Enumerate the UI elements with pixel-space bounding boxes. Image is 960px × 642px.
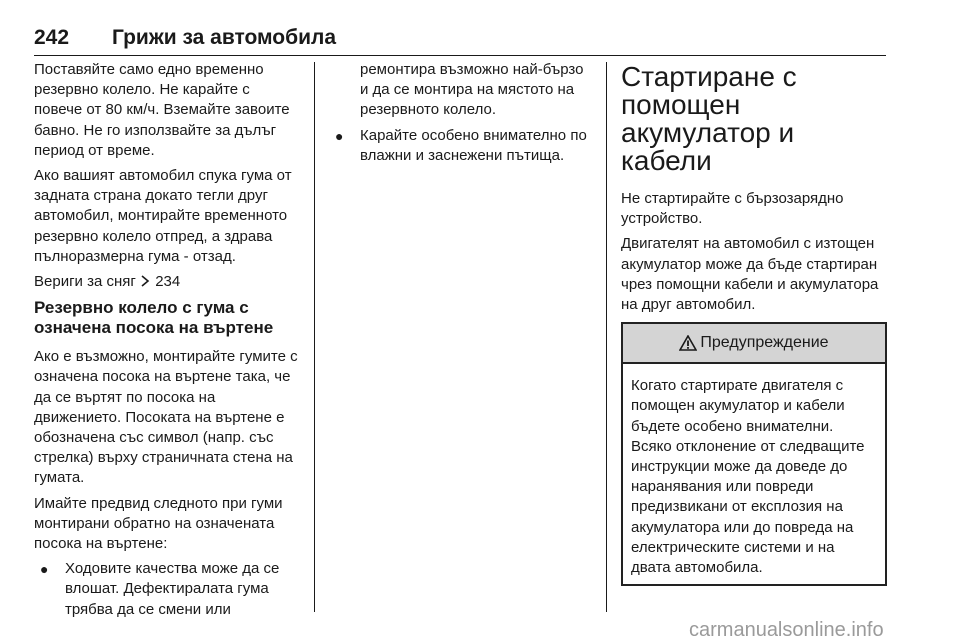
- list-item: [331, 126, 593, 166]
- page-header: [34, 20, 886, 56]
- page-number: 242: [34, 26, 70, 49]
- paragraph-rear-flat-tyre: Ако вашият автомобил спука гума от задната страна докато тегли друг автомобил, монтирайте временното резервно колело отпред, а здрава пълноразмерна гума - отзад.: [34, 167, 292, 265]
- bullet-continuation: ремонтира възможно най-бързо и да се монтира на мястото на резервното колело.: [360, 61, 584, 119]
- snow-chains-text: Вериги за сняг: [34, 273, 136, 291]
- bullet-list: [34, 559, 300, 620]
- warning-header: [623, 324, 885, 364]
- paragraph-spare-wheel-limits: Поставяйте само едно временно резервно колело. Не карайте с повече от 80 км/ч. Вземайте завоите бавно. Не го използвайте за дълъг период от време.: [34, 61, 290, 159]
- paragraph-directional-mounting: Ако е възможно, монтирайте гумите с означена посока на въртене така, че да се въртят по посока на движението. Посоката на въртене е обозначена със символ (напр. със стрелка) върху страничната стена на гумата.: [34, 348, 298, 487]
- column-3: [621, 60, 887, 586]
- section-heading-directional-tyres: Резервно колело с гума с означена посока на въртене: [34, 298, 274, 338]
- column-divider-2: [606, 62, 607, 612]
- warning-body: Когато стартирате двигателя с помощен акумулатор и кабели бъдете особено внимателни. Всяко отклонение от следващите инструкции може да доведе до наранявания или повреди предизвикани от експлозия на акумулатора или до повреда на електрическите системи и на двата автомобила.: [631, 377, 865, 577]
- warning-box: [621, 322, 887, 586]
- list-item: [34, 559, 300, 620]
- arrow-reference-icon: [140, 273, 155, 290]
- snow-chains-reference[interactable]: [34, 272, 300, 292]
- page-title: Грижи за автомобила: [112, 26, 337, 49]
- warning-triangle-icon: [679, 335, 697, 351]
- paragraph-jump-start-info: Двигателят на автомобил с изтощен акумулатор може да бъде стартиран чрез помощни кабели и акумулатора на друг автомобил.: [621, 235, 879, 314]
- column-1: [34, 60, 300, 624]
- header-divider: [34, 55, 886, 56]
- section-heading-jump-start: Стартиране с помощен акумулатор и кабели: [621, 61, 797, 176]
- paragraph-no-fast-charger: Не стартирайте с бързозарядно устройство.: [621, 190, 844, 228]
- bullet-list: [331, 126, 593, 166]
- bullet-text: Карайте особено внимателно по влажни и заснежени пътища.: [360, 126, 587, 164]
- column-divider-1: [314, 62, 315, 612]
- bullet-icon: ●: [40, 561, 49, 578]
- column-2: [331, 60, 593, 170]
- snow-chains-page: 234: [155, 273, 181, 291]
- bullet-icon: ●: [335, 127, 344, 144]
- paragraph-reverse-mounted: Имайте предвид следното при гуми монтирани обратно на означената посока на въртене:: [34, 494, 283, 553]
- bullet-text: Ходовите качества може да се влошат. Дефектиралата гума трябва да се смени или: [65, 560, 280, 618]
- warning-title: Предупреждение: [700, 334, 829, 352]
- watermark: carmanualsonline.info: [689, 619, 884, 641]
